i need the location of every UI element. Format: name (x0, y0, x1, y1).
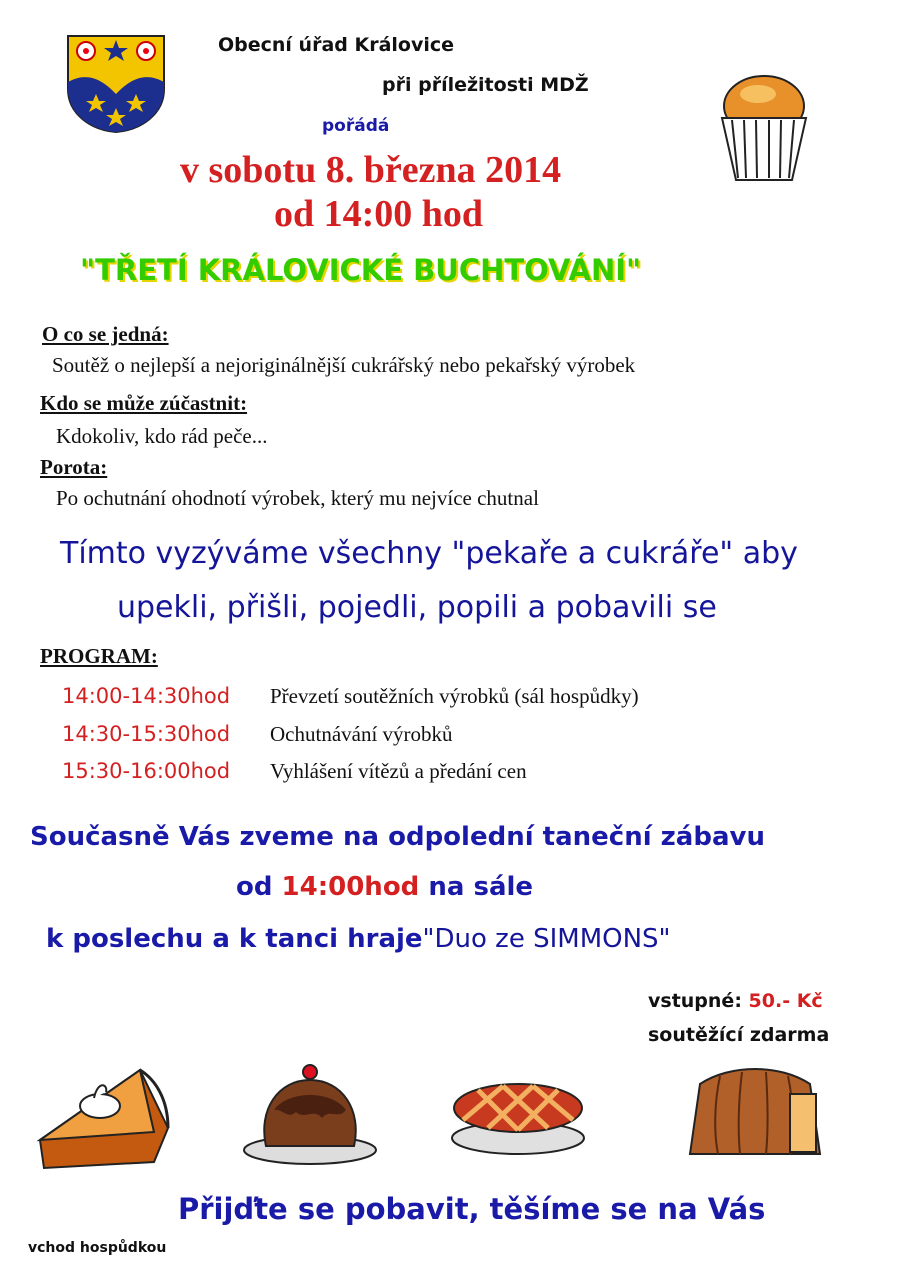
organizes-text: pořádá (322, 116, 390, 136)
event-time: od 14:00 hod (274, 193, 484, 235)
coat-of-arms-icon (66, 34, 166, 134)
closing-text: Přijďte se pobavit, těšíme se na Vás (178, 1192, 766, 1226)
invitation-line-1: Tímto vyzýváme všechny "pekaře a cukráře" aby (60, 536, 798, 571)
invitation-line-2: upekli, přišli, pojedli, popili a pobavili se (117, 590, 717, 625)
program-desc-1: Převzetí soutěžních výrobků (sál hospůdky) (270, 684, 639, 708)
dance-start-time: 14:00hod (281, 872, 420, 902)
dance-line-1: Současně Vás zveme na odpolední taneční zábavu (30, 822, 765, 852)
program-time-2: 14:30-15:30hod (62, 722, 231, 746)
program-time-1: 14:00-14:30hod (62, 684, 231, 708)
entrance-note: vchod hospůdkou (28, 1240, 167, 1256)
dance-line-2 (236, 872, 533, 902)
contestants-free: soutěžící zdarma (648, 1024, 830, 1046)
dance-line-3-pre: k poslechu a k tanci hraje (46, 924, 423, 954)
dance-line-2-post: na sále (428, 872, 534, 902)
program-desc-2: Ochutnávání výrobků (270, 722, 453, 746)
dance-line-2-pre: od (236, 872, 273, 902)
event-date: v sobotu 8. března 2014 (180, 149, 562, 191)
info-heading-jury: Porota: (40, 455, 108, 479)
cupcake-icon (714, 60, 814, 185)
pie-slice-icon (36, 1050, 172, 1170)
office-name: Obecní úřad Královice (218, 34, 455, 56)
event-title: "TŘETÍ KRÁLOVICKÉ BUCHTOVÁNÍ" (80, 253, 642, 287)
entry-fee-price: 50.- Kč (748, 990, 823, 1012)
info-text-who: Kdokoliv, kdo rád peče... (56, 424, 268, 448)
info-text-jury: Po ochutnání ohodnotí výrobek, který mu nejvíce chutnal (56, 486, 539, 510)
info-heading-what: O co se jedná: (42, 322, 169, 346)
chocolate-cake-icon (238, 1050, 380, 1170)
entry-fee-label: vstupné: (648, 990, 742, 1012)
band-name: "Duo ze SIMMONS" (422, 924, 671, 954)
occasion-text: při příležitosti MDŽ (382, 74, 589, 96)
entry-fee (648, 990, 823, 1012)
bundt-cake-icon (680, 1064, 830, 1164)
program-heading: PROGRAM: (40, 644, 158, 668)
program-time-3: 15:30-16:00hod (62, 759, 231, 783)
info-text-what: Soutěž o nejlepší a nejoriginálnější cukrářský nebo pekařský výrobek (52, 353, 636, 377)
program-desc-3: Vyhlášení vítězů a předání cen (270, 759, 527, 783)
info-heading-who: Kdo se může zúčastnit: (40, 391, 248, 415)
dance-line-3 (46, 924, 671, 954)
lattice-pie-icon (448, 1078, 588, 1158)
